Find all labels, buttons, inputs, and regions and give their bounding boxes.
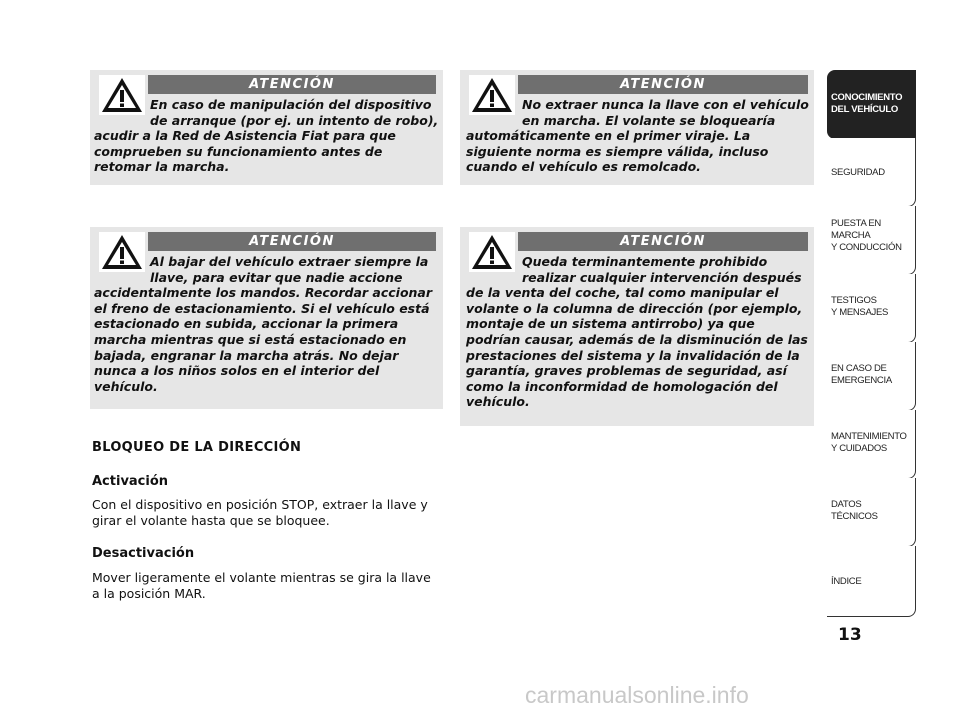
- nav-tab-seguridad[interactable]: SEGURIDAD: [827, 138, 916, 207]
- warning-text: En caso de manipulación del dispositivo de arranque (por ej. un intento de robo), acudir a la Red de Asistencia Fiat para que comprueben su funcionamiento antes de retomar la marcha.: [94, 97, 439, 175]
- nav-tab-testigos[interactable]: TESTIGOS Y MENSAJES: [827, 274, 916, 343]
- section-title: BLOQUEO DE LA DIRECCIÓN: [92, 440, 302, 455]
- warning-box-4: [460, 227, 814, 426]
- nav-tab-puesta-en-marcha[interactable]: PUESTA EN MARCHA Y CONDUCCIÓN: [827, 206, 916, 275]
- warning-header: ATENCIÓN: [518, 75, 808, 94]
- warning-header: ATENCIÓN: [148, 75, 436, 94]
- page-number: 13: [838, 625, 862, 645]
- nav-tab-emergencia[interactable]: EN CASO DE EMERGENCIA: [827, 342, 916, 411]
- nav-tab-datos-tecnicos[interactable]: DATOS TÉCNICOS: [827, 478, 916, 547]
- deactivation-text: Mover ligeramente el volante mientras se gira la llave a la posición MAR.: [92, 570, 431, 601]
- warning-box-1: [90, 70, 443, 185]
- warning-header: ATENCIÓN: [518, 232, 808, 251]
- activation-title: Activación: [92, 474, 169, 489]
- warning-text: No extraer nunca la llave con el vehículo en marcha. El volante se bloquearía automáticamente en el primer viraje. La siguiente norma es siempre válida, incluso cuando el vehículo es remolcado.: [466, 97, 809, 175]
- nav-tab-conocimiento[interactable]: CONOCIMIENTO DEL VEHÍCULO: [827, 70, 916, 139]
- warning-text: Al bajar del vehículo extraer siempre la llave, para evitar que nadie accione accidentalmente los mandos. Recordar accionar el freno de estacionamiento. Si el vehículo está estacionado en subida, accionar la primera marcha mientras que si está estacionado en bajada, engranar la marcha atrás. No dejar nunca a los niños solos en el interior del vehículo.: [94, 254, 433, 394]
- activation-text: Con el dispositivo en posición STOP, extraer la llave y girar el volante hasta que se bloquee.: [92, 497, 428, 528]
- deactivation-title: Desactivación: [92, 546, 195, 561]
- warning-box-2: [460, 70, 814, 185]
- nav-tab-indice[interactable]: ÍNDICE: [827, 546, 916, 617]
- warning-header: ATENCIÓN: [148, 232, 436, 251]
- warning-text: Queda terminantemente prohibido realizar cualquier intervención después de la venta del coche, tal como manipular el volante o la columna de dirección (por ejemplo, montaje de un sistema antirrobo) ya que podrían causar, además de la disminución de las prestaciones del sistema y la invalidación de la garantía, graves problemas de seguridad, así como la inconformidad de homologación del vehículo.: [466, 254, 808, 410]
- nav-tab-mantenimiento[interactable]: MANTENIMIENTO Y CUIDADOS: [827, 410, 916, 479]
- warning-box-3: [90, 227, 443, 409]
- watermark: carmanualsonline.info: [525, 682, 749, 708]
